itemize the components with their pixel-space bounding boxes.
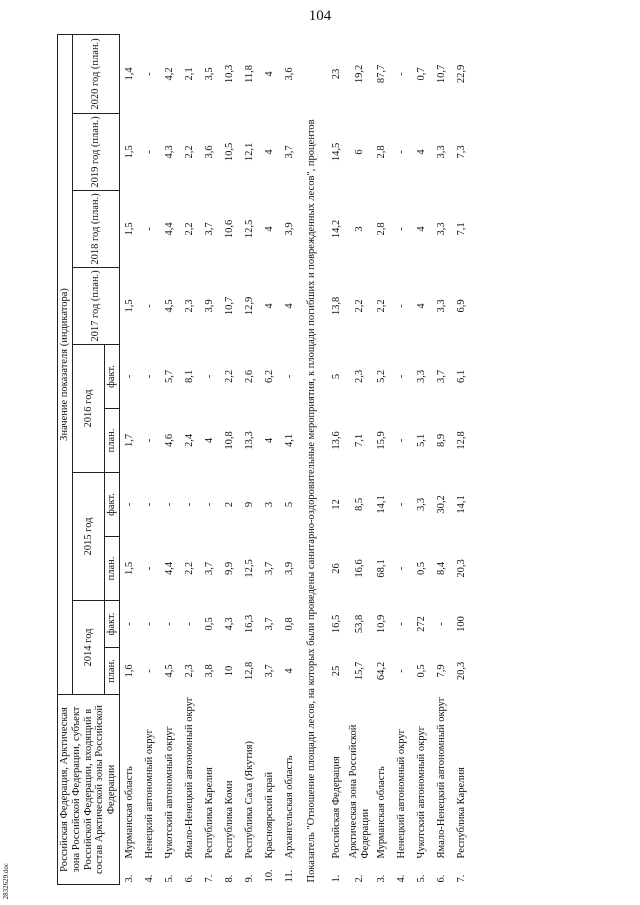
value-cell: 3,6 — [203, 145, 215, 159]
value-cell: 9 — [243, 501, 255, 508]
value-cell: 4 — [263, 149, 275, 155]
value-cell: 16,5 — [330, 614, 342, 634]
value-cell: 0,7 — [416, 67, 428, 81]
value-cell: 3,7 — [436, 369, 448, 384]
row-region-name: Чукотский автономный округ — [416, 726, 428, 859]
row-number: 3. — [376, 874, 388, 883]
value-cell: - — [123, 502, 135, 507]
value-cell: 4,4 — [163, 222, 175, 236]
value-cell: 7,1 — [456, 222, 468, 236]
table-row — [240, 34, 260, 884]
value-cell: 6,9 — [456, 299, 468, 313]
row-number: 5. — [163, 874, 175, 883]
indicator-row — [300, 34, 327, 884]
row-region-name: Ямало-Ненецкий автономный округ — [436, 696, 448, 859]
value-cell: - — [143, 304, 155, 308]
row-number: 7. — [456, 874, 468, 883]
value-cell: 3,9 — [283, 222, 295, 236]
value-cell: - — [396, 72, 408, 76]
header-fact: факт. — [105, 472, 120, 536]
value-cell: 4 — [263, 226, 275, 232]
value-cell: - — [283, 374, 295, 379]
table-row — [372, 34, 392, 884]
value-cell: 4 — [416, 303, 428, 309]
value-cell: 12,1 — [243, 142, 255, 162]
value-cell: - — [143, 622, 155, 626]
table-row — [327, 34, 347, 884]
table-row — [140, 34, 160, 884]
value-cell: 2,2 — [183, 222, 195, 236]
value-cell: 30,2 — [436, 495, 448, 514]
value-cell: 5,1 — [416, 433, 428, 448]
value-cell: 2,4 — [183, 433, 195, 448]
row-number: 8. — [223, 874, 235, 883]
value-cell: 20,3 — [456, 559, 468, 578]
value-cell: 7,1 — [353, 433, 365, 448]
row-region-name: Республика Коми — [223, 780, 235, 859]
value-cell: 3,3 — [416, 497, 428, 512]
value-cell: 4 — [416, 226, 428, 232]
row-number: 4. — [143, 874, 155, 883]
value-cell: 2,8 — [376, 145, 388, 159]
value-cell: 12,8 — [456, 431, 468, 450]
row-number: 1. — [330, 874, 342, 883]
rotated-table-container — [57, 35, 600, 885]
header-fact: факт. — [105, 600, 120, 647]
row-region-name: Российская Федерация — [330, 756, 342, 859]
value-cell: 10,6 — [223, 219, 235, 239]
value-cell: 3,7 — [203, 561, 215, 576]
value-cell: - — [123, 374, 135, 379]
value-cell: 3,7 — [283, 145, 295, 159]
row-number: 2. — [353, 874, 365, 883]
table-row — [119, 34, 140, 884]
value-cell: 2,3 — [183, 664, 195, 678]
value-cell: 22,9 — [456, 64, 468, 84]
value-cell: 0,5 — [416, 561, 428, 576]
table-row — [280, 34, 300, 884]
value-cell: 4,1 — [283, 433, 295, 448]
page-number: 104 — [308, 8, 332, 24]
value-cell: 7,3 — [456, 145, 468, 159]
value-cell: 0,5 — [203, 617, 215, 631]
value-cell: - — [163, 502, 175, 507]
value-cell: 4,2 — [163, 67, 175, 81]
value-cell: 12,8 — [243, 661, 255, 681]
value-cell: 5,7 — [163, 369, 175, 384]
value-cell: 12 — [330, 499, 342, 510]
value-cell: 12,5 — [243, 219, 255, 239]
value-cell: 25 — [330, 665, 342, 677]
value-cell: 2,2 — [183, 145, 195, 159]
header-values: Значение показателя (индикатора) — [58, 34, 73, 694]
value-cell: - — [203, 374, 215, 379]
value-cell: 3,7 — [263, 561, 275, 576]
value-cell: 3,3 — [436, 145, 448, 159]
row-number: 7. — [203, 874, 215, 883]
value-cell: 3 — [263, 501, 275, 508]
header-plan-2020: 2020 год (план.) — [72, 34, 119, 113]
value-cell: - — [436, 622, 448, 626]
value-cell: - — [143, 669, 155, 673]
value-cell: 3,7 — [263, 617, 275, 631]
value-cell: 10,5 — [223, 142, 235, 162]
value-cell: - — [183, 622, 195, 626]
value-cell: 4 — [263, 71, 275, 77]
value-cell: 8,1 — [183, 369, 195, 384]
value-cell: 1,5 — [123, 145, 135, 159]
value-cell: 3,7 — [203, 222, 215, 236]
value-cell: 4 — [283, 668, 295, 674]
header-year-2016: 2016 год — [72, 344, 104, 472]
value-cell: 3,9 — [203, 299, 215, 313]
value-cell: 4,3 — [163, 145, 175, 159]
value-cell: - — [143, 150, 155, 154]
value-cell: 4,5 — [163, 299, 175, 313]
value-cell: 4 — [203, 437, 215, 444]
value-cell: - — [203, 502, 215, 507]
value-cell: - — [163, 622, 175, 626]
row-region-name: Республика Саха (Якутия) — [243, 741, 255, 859]
value-cell: 64,2 — [376, 661, 388, 681]
value-cell: 4 — [263, 437, 275, 444]
indicator-table — [57, 34, 472, 885]
value-cell: 6 — [353, 149, 365, 155]
value-cell: 100 — [456, 616, 468, 632]
value-cell: 3,3 — [436, 299, 448, 313]
value-cell: 0,5 — [416, 664, 428, 678]
value-cell: 4 — [416, 149, 428, 155]
row-number: 6. — [436, 874, 448, 883]
value-cell: 14,1 — [456, 495, 468, 514]
value-cell: 10,9 — [376, 614, 388, 634]
value-cell: 23 — [330, 68, 342, 80]
value-cell: 9,9 — [223, 561, 235, 576]
table-row — [432, 34, 452, 884]
value-cell: - — [143, 438, 155, 443]
value-cell: 272 — [416, 616, 428, 632]
value-cell: 3,8 — [203, 664, 215, 678]
value-cell: 3,3 — [416, 369, 428, 384]
value-cell: 26 — [330, 563, 342, 574]
value-cell: 10,8 — [223, 431, 235, 450]
row-region-name: Ямало-Ненецкий автономный округ — [183, 696, 195, 859]
table-row — [200, 34, 220, 884]
value-cell: 13,8 — [330, 296, 342, 316]
value-cell: 2,2 — [353, 299, 365, 313]
value-cell: 1,5 — [123, 299, 135, 313]
value-cell: 1,7 — [123, 433, 135, 448]
row-region-name: Республика Карелия — [456, 767, 468, 859]
row-region-name: Мурманская область — [376, 766, 388, 859]
row-number: 5. — [416, 874, 428, 883]
value-cell: 2 — [223, 501, 235, 508]
table-row — [452, 34, 472, 884]
value-cell: 12,9 — [243, 296, 255, 316]
table-row — [260, 34, 280, 884]
value-cell: 5 — [283, 501, 295, 508]
row-region-name: Красноярский край — [263, 771, 275, 859]
header-year-2014: 2014 год — [72, 600, 104, 694]
value-cell: 10,7 — [436, 64, 448, 84]
value-cell: 5,2 — [376, 369, 388, 384]
value-cell: - — [183, 502, 195, 507]
table-row — [412, 34, 432, 884]
indicator-title: Показатель "Отношение площади лесов, на которых были проведены санитарно-оздоровительные мероприятия, к площади погибших и поврежденных лесов", процентов — [305, 119, 317, 883]
value-cell: 0,8 — [283, 617, 295, 631]
value-cell: 3,7 — [263, 664, 275, 678]
row-region-name: Республика Карелия — [203, 767, 215, 859]
value-cell: 4 — [283, 303, 295, 309]
value-cell: 10,7 — [223, 296, 235, 316]
row-number: 11. — [283, 869, 295, 883]
value-cell: 20,3 — [456, 661, 468, 681]
value-cell: 2,8 — [376, 222, 388, 236]
value-cell: 13,6 — [330, 431, 342, 450]
value-cell: 3 — [353, 226, 365, 232]
value-cell: 2,2 — [183, 561, 195, 576]
value-cell: 1,4 — [123, 67, 135, 81]
value-cell: 6,2 — [263, 369, 275, 384]
value-cell: 1,5 — [123, 561, 135, 576]
row-region-name: Мурманская область — [123, 766, 135, 859]
value-cell: 53,8 — [353, 614, 365, 634]
row-number: 4. — [396, 874, 408, 883]
value-cell: 2,2 — [376, 299, 388, 313]
value-cell: 8,9 — [436, 433, 448, 448]
value-cell: 4 — [263, 303, 275, 309]
header-year-2015: 2015 год — [72, 472, 104, 600]
value-cell: - — [396, 502, 408, 507]
value-cell: 4,3 — [223, 617, 235, 631]
header-fact: факт. — [105, 344, 120, 408]
header-region: Российская Федерация, Арктическая зона Российской Федерации, субъект Российской Федерации, входящий в состав Арктической зоны Российской Федерации — [58, 694, 120, 884]
value-cell: 2,6 — [243, 369, 255, 384]
value-cell: 5 — [330, 373, 342, 380]
header-plan-2017: 2017 год (план.) — [72, 267, 119, 344]
value-cell: - — [396, 438, 408, 443]
value-cell: 14,2 — [330, 219, 342, 239]
row-region-name: Ненецкий автономный округ — [396, 729, 408, 859]
value-cell: - — [143, 227, 155, 231]
row-region-name: Арктическая зона Российской Федерации — [347, 724, 371, 859]
table-row — [180, 34, 200, 884]
value-cell: 4,6 — [163, 433, 175, 448]
value-cell: 87,7 — [376, 64, 388, 84]
value-cell: 2,3 — [183, 299, 195, 313]
header-plan: план. — [105, 647, 120, 694]
value-cell: 2,3 — [353, 369, 365, 384]
header-plan-2018: 2018 год (план.) — [72, 190, 119, 267]
value-cell: 12,5 — [243, 559, 255, 578]
value-cell: 2,1 — [183, 67, 195, 81]
footer-doc-code: 2832629.doc — [2, 862, 10, 899]
header-plan: план. — [105, 536, 120, 600]
value-cell: 13,3 — [243, 431, 255, 450]
value-cell: 1,6 — [123, 664, 135, 678]
value-cell: 16,3 — [243, 614, 255, 634]
value-cell: - — [143, 72, 155, 76]
row-region-name: Ненецкий автономный округ — [143, 729, 155, 859]
value-cell: 68,1 — [376, 559, 388, 578]
value-cell: - — [143, 502, 155, 507]
row-number: 9. — [243, 874, 255, 883]
value-cell: 8,5 — [353, 497, 365, 512]
value-cell: 16,6 — [353, 559, 365, 578]
table-row — [347, 34, 373, 884]
value-cell: 3,6 — [283, 67, 295, 81]
row-region-name: Чукотский автономный округ — [163, 726, 175, 859]
row-number: 3. — [123, 874, 135, 883]
value-cell: - — [143, 374, 155, 379]
header-plan-2019: 2019 год (план.) — [72, 113, 119, 190]
value-cell: - — [396, 566, 408, 571]
value-cell: 15,7 — [353, 661, 365, 681]
value-cell: 8,4 — [436, 561, 448, 576]
value-cell: 3,5 — [203, 67, 215, 81]
row-region-name: Архангельская область — [283, 755, 295, 859]
value-cell: 10 — [223, 665, 235, 677]
value-cell: 10,3 — [223, 64, 235, 84]
value-cell: 11,8 — [243, 64, 255, 83]
value-cell: - — [123, 622, 135, 626]
value-cell: 6,1 — [456, 369, 468, 384]
value-cell: 14,1 — [376, 495, 388, 514]
value-cell: - — [396, 304, 408, 308]
header-plan: план. — [105, 408, 120, 472]
value-cell: 15,9 — [376, 431, 388, 450]
value-cell: - — [396, 622, 408, 626]
table-row — [160, 34, 180, 884]
value-cell: - — [396, 150, 408, 154]
row-number: 6. — [183, 874, 195, 883]
value-cell: 4,4 — [163, 561, 175, 576]
value-cell: 4,5 — [163, 664, 175, 678]
value-cell: - — [396, 227, 408, 231]
table-row — [220, 34, 240, 884]
value-cell: 1,5 — [123, 222, 135, 236]
value-cell: - — [396, 669, 408, 673]
value-cell: - — [143, 566, 155, 571]
table-row — [392, 34, 412, 884]
value-cell: - — [396, 374, 408, 379]
value-cell: 7,9 — [436, 664, 448, 678]
value-cell: 14,5 — [330, 142, 342, 162]
value-cell: 19,2 — [353, 64, 365, 84]
value-cell: 3,3 — [436, 222, 448, 236]
value-cell: 2,2 — [223, 369, 235, 384]
table-body — [119, 34, 472, 884]
value-cell: 3,9 — [283, 561, 295, 576]
row-number: 10. — [263, 869, 275, 883]
